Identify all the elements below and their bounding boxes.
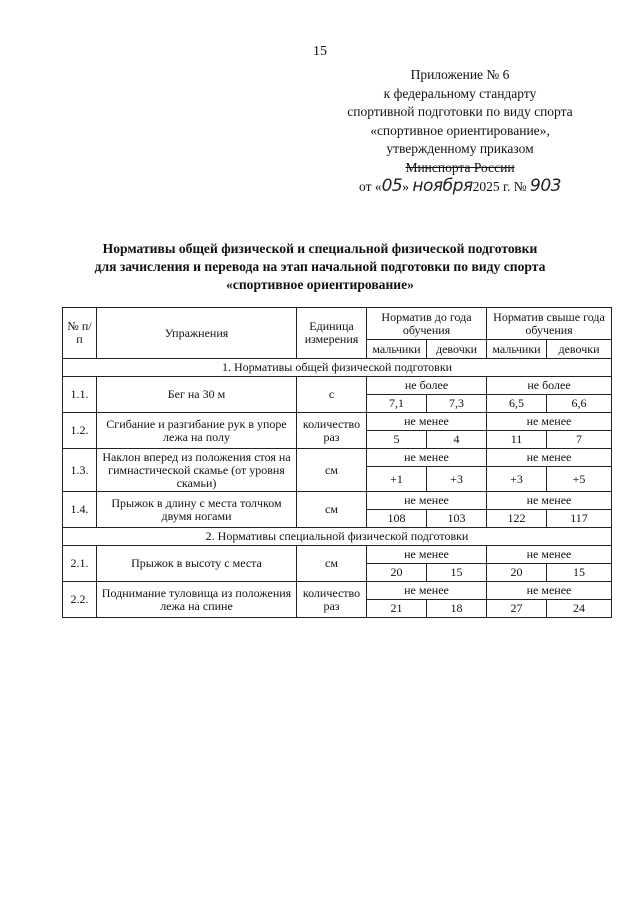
value-cell: 7,3: [427, 395, 487, 413]
value-cell: 6,5: [487, 395, 547, 413]
row-exercise: Наклон вперед из положения стоя на гимнастической скамье (от уровня скамьи): [97, 449, 297, 492]
value-cell: 7,1: [367, 395, 427, 413]
value-cell: +5: [547, 467, 612, 492]
date-prefix: от «: [359, 179, 382, 194]
title-line: для зачисления и перевода на этап начальной подготовки по виду спорта: [94, 259, 546, 274]
row-condition: не более: [367, 377, 487, 395]
appendix-block: [340, 66, 580, 197]
value-cell: 18: [427, 600, 487, 618]
row-unit: количество раз: [297, 582, 367, 618]
header-norm-first-year: Норматив до года обучения: [367, 308, 487, 340]
table-row: [63, 377, 612, 395]
row-condition: не менее: [487, 582, 612, 600]
header-girls: девочки: [547, 340, 612, 359]
header-norm-over-year: Норматив свыше года обучения: [487, 308, 612, 340]
header-boys: мальчики: [367, 340, 427, 359]
order-date-line: [340, 177, 580, 197]
date-day-handwritten: 05: [381, 176, 403, 196]
date-year: 2025 г. №: [472, 179, 527, 194]
document-title: [40, 240, 600, 294]
row-num: 1.1.: [63, 377, 97, 413]
value-cell: 117: [547, 510, 612, 528]
row-num: 2.2.: [63, 582, 97, 618]
row-unit: см: [297, 449, 367, 492]
value-cell: +3: [427, 467, 487, 492]
value-cell: 122: [487, 510, 547, 528]
appendix-line: Минспорта России: [405, 159, 515, 175]
row-condition: не менее: [367, 492, 487, 510]
value-cell: 27: [487, 600, 547, 618]
value-cell: +1: [367, 467, 427, 492]
header-num: № п/п: [63, 308, 97, 359]
row-unit: см: [297, 492, 367, 528]
value-cell: 4: [427, 431, 487, 449]
date-month-handwritten: ноября: [412, 176, 473, 196]
row-exercise: Сгибание и разгибание рук в упоре лежа на полу: [97, 413, 297, 449]
title-line: Нормативы общей физической и специальной физической подготовки: [102, 241, 538, 256]
value-cell: 20: [487, 564, 547, 582]
standards-table: [62, 307, 612, 618]
header-exercise: Упражнения: [97, 308, 297, 359]
row-condition: не менее: [487, 492, 612, 510]
header-girls: девочки: [427, 340, 487, 359]
row-condition: не менее: [367, 546, 487, 564]
row-condition: не менее: [487, 449, 612, 467]
table-row: [63, 582, 612, 600]
table-row: [63, 492, 612, 510]
appendix-line: «спортивное ориентирование»,: [370, 122, 550, 138]
value-cell: 6,6: [547, 395, 612, 413]
row-condition: не менее: [367, 449, 487, 467]
table-row: [63, 413, 612, 431]
title-line: «спортивное ориентирование»: [226, 277, 414, 292]
row-num: 1.2.: [63, 413, 97, 449]
page-number: 15: [313, 44, 327, 59]
table-row: [63, 546, 612, 564]
value-cell: 20: [367, 564, 427, 582]
order-number-handwritten: 903: [530, 176, 561, 196]
row-unit: см: [297, 546, 367, 582]
value-cell: 108: [367, 510, 427, 528]
appendix-line: утвержденному приказом: [386, 141, 534, 156]
date-separator: »: [402, 179, 409, 194]
row-condition: не менее: [487, 546, 612, 564]
header-boys: мальчики: [487, 340, 547, 359]
row-condition: не менее: [367, 413, 487, 431]
row-exercise: Прыжок в высоту с места: [97, 546, 297, 582]
appendix-line: Приложение № 6: [410, 67, 510, 82]
value-cell: 21: [367, 600, 427, 618]
value-cell: +3: [487, 467, 547, 492]
row-exercise: Прыжок в длину с места толчком двумя ногами: [97, 492, 297, 528]
row-exercise: Бег на 30 м: [97, 377, 297, 413]
row-exercise: Поднимание туловища из положения лежа на спине: [97, 582, 297, 618]
value-cell: 7: [547, 431, 612, 449]
row-num: 1.4.: [63, 492, 97, 528]
row-condition: не более: [487, 377, 612, 395]
header-unit: Единица измерения: [297, 308, 367, 359]
appendix-line: спортивной подготовки по виду спорта: [347, 104, 573, 119]
value-cell: 15: [427, 564, 487, 582]
section-title: 1. Нормативы общей физической подготовки: [63, 359, 612, 377]
value-cell: 24: [547, 600, 612, 618]
row-unit: с: [297, 377, 367, 413]
appendix-line: к федеральному стандарту: [383, 85, 537, 101]
row-num: 1.3.: [63, 449, 97, 492]
row-num: 2.1.: [63, 546, 97, 582]
row-condition: не менее: [367, 582, 487, 600]
section-title: 2. Нормативы специальной физической подготовки: [63, 528, 612, 546]
row-unit: количество раз: [297, 413, 367, 449]
value-cell: 103: [427, 510, 487, 528]
value-cell: 11: [487, 431, 547, 449]
row-condition: не менее: [487, 413, 612, 431]
value-cell: 5: [367, 431, 427, 449]
table-row: [63, 449, 612, 467]
value-cell: 15: [547, 564, 612, 582]
